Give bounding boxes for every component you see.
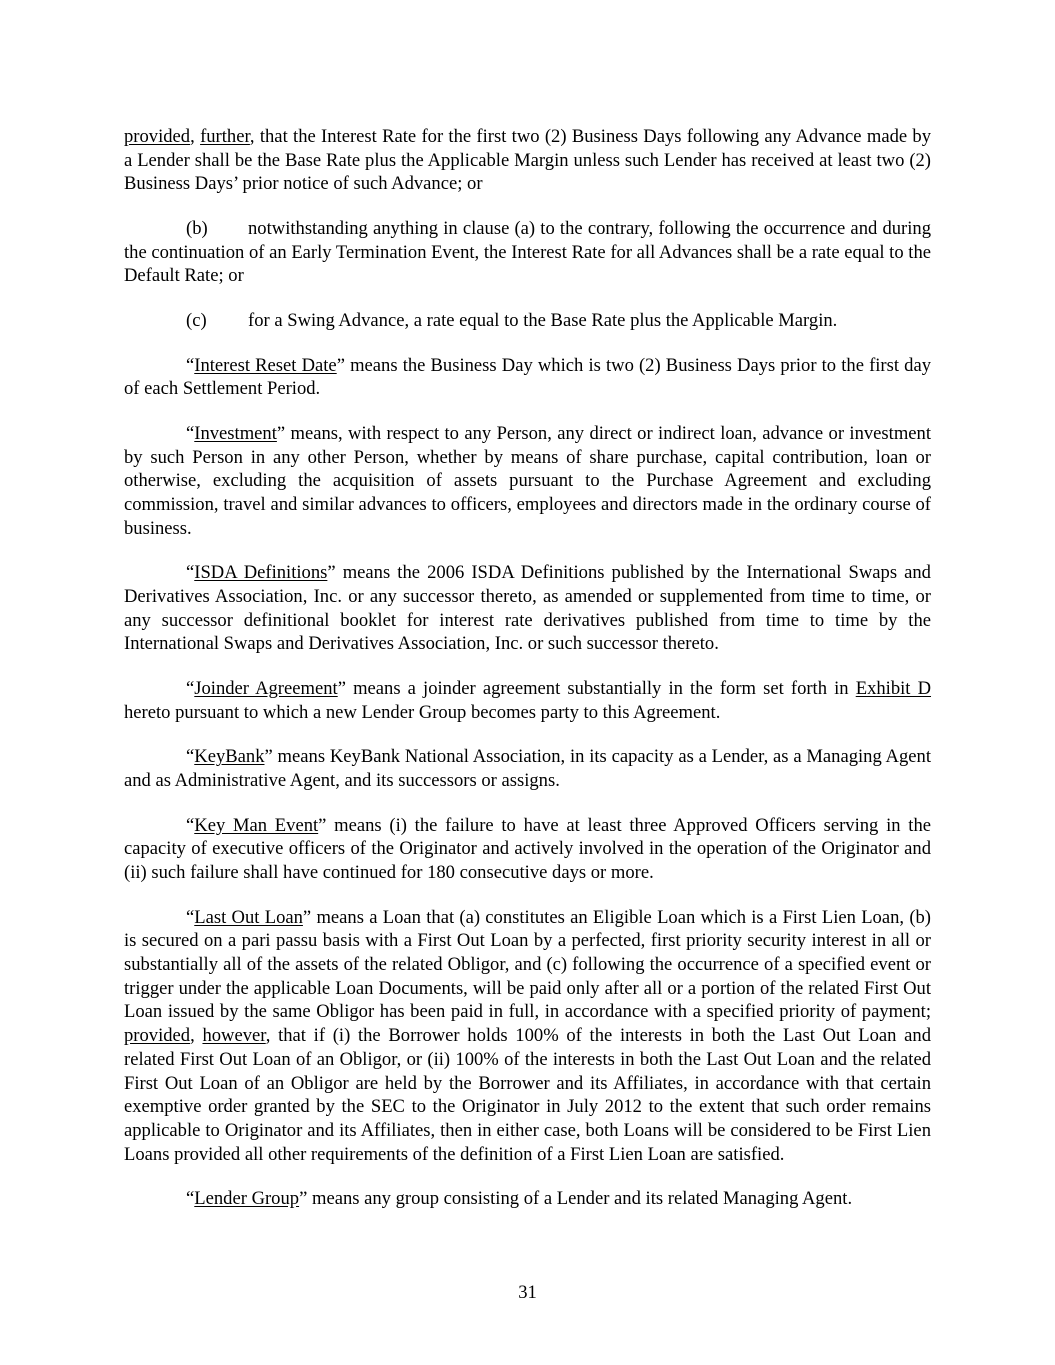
definition-last-out-loan: “Last Out Loan” means a Loan that (a) constitutes an Eligible Loan which is a First Lien Loan, (b) is secured on a pari passu basis with a First Out Loan by a perfected, first priority security interest in all or substantially all of the assets of the related Obligor, and (c) following the occurrence of a specified event or trigger under the applicable Loan Documents, will be paid only after all or a portion of the related First Out Loan issued by the same Obligor has been paid in full, in accordance with a specified priority of payment; provided, however, that if (i) the Borrower holds 100% of the interests in both the Last Out Loan and related First Out Loan of an Obligor, or (ii) 100% of the interests in both the Last Out Loan and the related First Out Loan of an Obligor are held by the Borrower and its Affiliates, in accordance with that certain exemptive order granted by the SEC to the Originator in July 2012 to the extent that such order remains applicable to Originator and its Affiliates, then in either case, both Loans will be considered to be First Lien Loans provided all other requirements of the definition of a First Lien Loan are satisfied. [124, 906, 931, 1165]
defined-term: KeyBank [194, 746, 265, 768]
underlined-word: provided [124, 126, 191, 147]
definition-interest-reset-date: “Interest Reset Date” means the Business Day which is two (2) Business Days prior to the first day of each Settlement Period. [124, 354, 931, 400]
defined-term: Interest Reset Date [194, 354, 337, 376]
exhibit-reference: Exhibit D [855, 678, 932, 699]
defined-term: Investment [194, 422, 277, 444]
clause-label: (b) [186, 218, 208, 239]
document-page [124, 125, 931, 1232]
clause-c: (c) for a Swing Advance, a rate equal to the Base Rate plus the Applicable Margin. [186, 310, 838, 331]
underlined-word: further [200, 126, 250, 147]
defined-term: Last Out Loan [194, 906, 303, 928]
defined-term: Key Man Event [194, 814, 319, 836]
underlined-word: however [202, 1025, 266, 1047]
page-number: 31 [518, 1282, 537, 1303]
definition-investment: “Investment” means, with respect to any Person, any direct or indirect loan, advance or investment by such Person in any other Person, whether by means of share purchase, capital contribution, loan or otherwise, excluding the acquisition of assets pursuant to the Purchase Agreement and excluding commission, travel and similar advances to officers, employees and directors made in the ordinary course of business. [124, 422, 931, 539]
underlined-word: provided [124, 1025, 191, 1047]
definition-isda-definitions: “ISDA Definitions” means the 2006 ISDA Definitions published by the International Swaps and Derivatives Association, Inc. or any successor thereto, as amended or supplemented from time to time, or any successor definitional booklet for interest rate derivatives published from time to time by the International Swaps and Derivatives Association, Inc. or such successor thereto. [124, 562, 931, 655]
clause-label: (c) [186, 310, 207, 331]
defined-term: ISDA Definitions [194, 562, 328, 584]
definition-keybank: “KeyBank” means KeyBank National Association, in its capacity as a Lender, as a Managing Agent and as Administrative Agent, and its successors or assigns. [124, 746, 931, 791]
paragraph-proviso: provided, further, that the Interest Rate for the first two (2) Business Days following any Advance made by a Lender shall be the Base Rate plus the Applicable Margin unless such Lender has received at least two (2) Business Days’ prior notice of such Advance; or [124, 126, 932, 195]
clause-b: (b) notwithstanding anything in clause (a) to the contrary, following the occurrence and during the continuation of an Early Termination Event, the Interest Rate for all Advances shall be a rate equal to the Default Rate; or [124, 218, 931, 287]
definition-key-man-event: “Key Man Event” means (i) the failure to have at least three Approved Officers serving in the capacity of executive officers of the Originator and actively involved in the operation of the Originator and (ii) such failure shall have continued for 180 consecutive days or more. [124, 814, 931, 883]
definition-joinder-agreement: “Joinder Agreement” means a joinder agreement substantially in the form set forth in Exhibit D hereto pursuant to which a new Lender Group becomes party to this Agreement. [124, 678, 932, 723]
definition-lender-group: “Lender Group” means any group consisting of a Lender and its related Managing Agent. [186, 1188, 853, 1210]
defined-term: Joinder Agreement [194, 678, 338, 699]
defined-term: Lender Group [194, 1188, 300, 1210]
